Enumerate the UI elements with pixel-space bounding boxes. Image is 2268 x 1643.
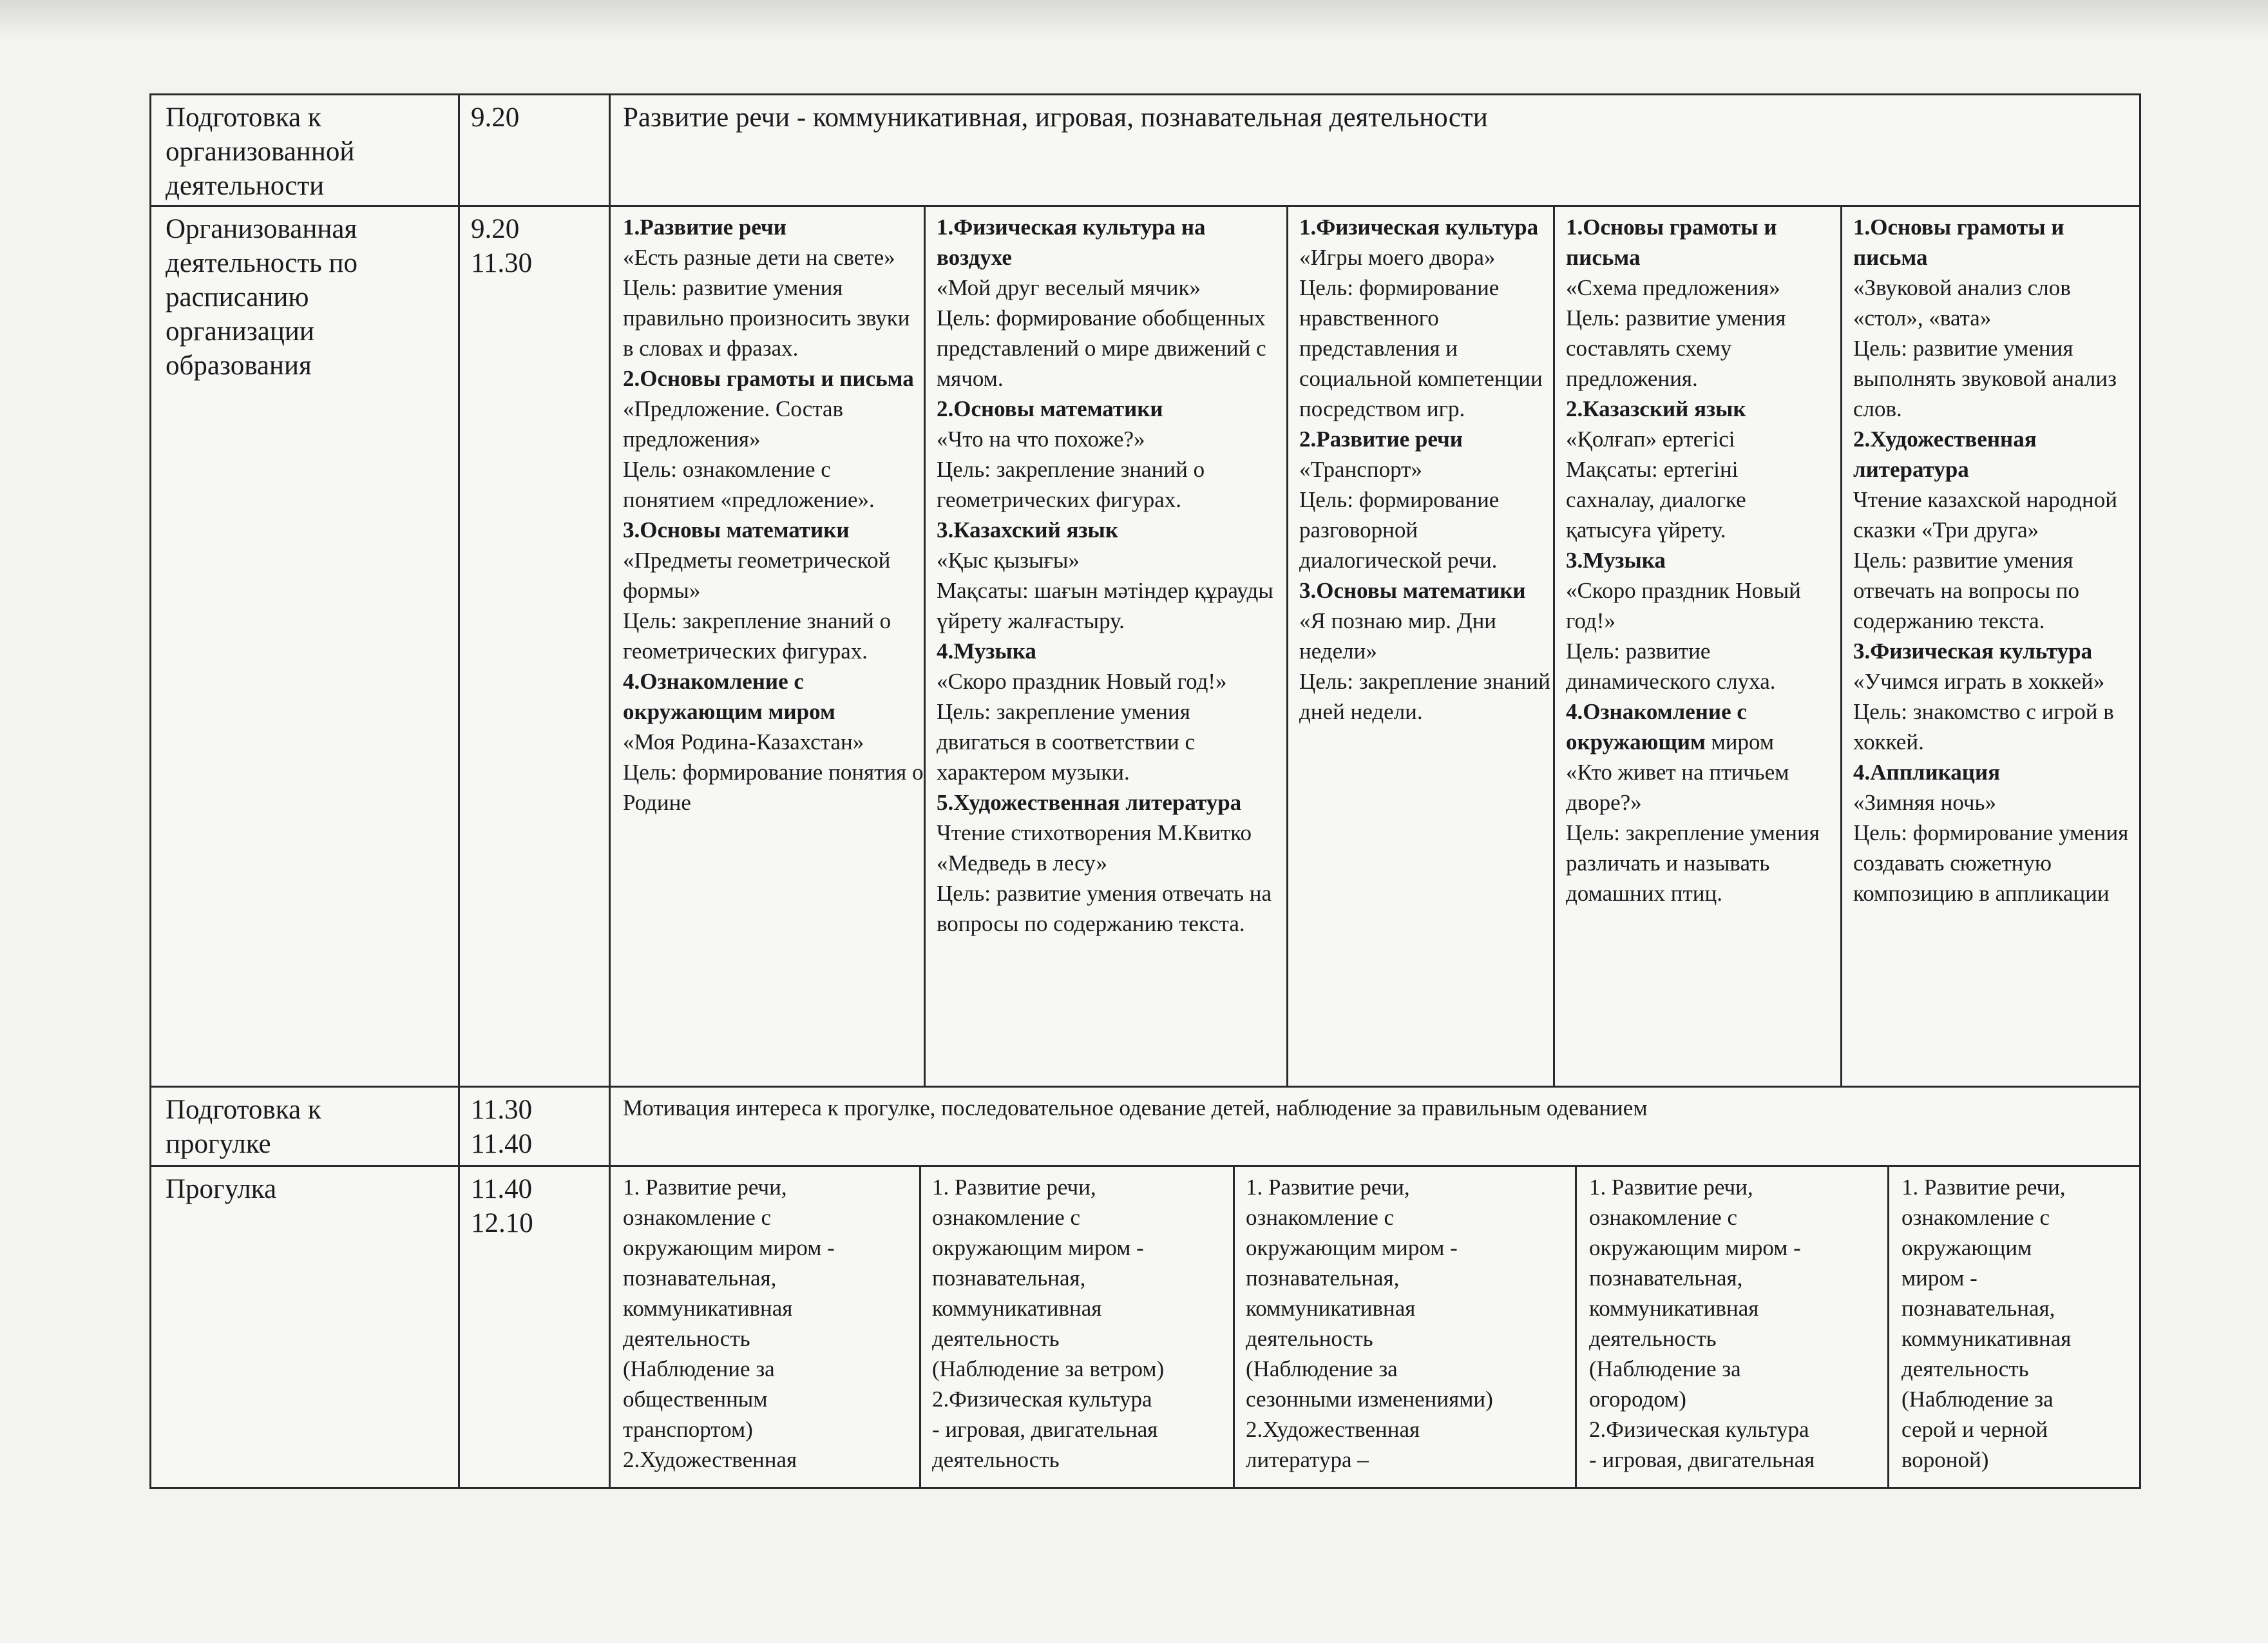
subject-heading: 3.Физическая культура	[1853, 639, 2093, 664]
walk-line: ознакомление с	[1901, 1205, 2050, 1230]
topic-text: «Скоро праздник Новый год!»	[937, 669, 1227, 694]
goal-text: Цель: знакомство с игрой в хоккей.	[1853, 699, 2114, 754]
walk-line: 1. Развитие речи,	[623, 1175, 787, 1200]
walk-line: (Наблюдение за	[1246, 1356, 1398, 1381]
walk-line: (Наблюдение за	[1901, 1387, 2054, 1412]
walk-line: окружающим миром -	[932, 1235, 1144, 1260]
goal-text: Цель: развитие умения отвечать на вопросы по содержанию текста.	[1853, 548, 2079, 633]
subject-heading: 3.Казахский язык	[937, 517, 1118, 543]
topic-text: «Есть разные дети на свете»	[623, 245, 895, 270]
subject-heading: 1.Основы грамоты и письма	[1566, 215, 1777, 270]
topic-text: «Моя Родина-Казахстан»	[623, 729, 864, 754]
time-value: 11.30	[471, 248, 533, 278]
walk-line: коммуникативная	[932, 1296, 1102, 1321]
goal-text: Цель: закрепление знаний о геометрических фигурах.	[937, 457, 1205, 512]
subject-heading-bold: 4.Ознакомление с окружающим	[1566, 699, 1747, 754]
row-organized-activity	[151, 207, 2139, 1088]
time-cell	[471, 1093, 600, 1161]
goal-text: Цель: закрепление умения двигаться в соответствии с характером музыки.	[937, 699, 1196, 785]
time-value: 12.10	[471, 1208, 533, 1238]
walk-line: 2.Художественная	[623, 1447, 797, 1472]
time-value: 11.40	[471, 1129, 533, 1159]
walk-line: ознакомление с	[1246, 1205, 1395, 1230]
topic-text: «Кто живет на птичьем дворе?»	[1566, 760, 1789, 815]
topic-text: «Учимся играть в хоккей»	[1853, 669, 2105, 694]
row-label	[166, 1093, 449, 1161]
subject-heading: 2.Развитие речи	[1299, 427, 1463, 452]
label-line: организованной	[166, 137, 355, 167]
walk-line: окружающим миром -	[1589, 1235, 1801, 1260]
walk-line: деятельность	[932, 1326, 1060, 1351]
walk-line: познавательная,	[1589, 1265, 1743, 1291]
subject-heading: 1.Физическая культура на воздухе	[937, 215, 1206, 270]
time-cell	[471, 1172, 600, 1240]
row-label	[166, 212, 449, 383]
walk-line: познавательная,	[932, 1265, 1086, 1291]
walk-line: ознакомление с	[1589, 1205, 1738, 1230]
walk-line: познавательная,	[623, 1265, 777, 1291]
walk-line: коммуникативная	[1589, 1296, 1759, 1321]
topic-text: «Мой друг веселый мячик»	[937, 275, 1201, 300]
label-line: Прогулка	[166, 1174, 277, 1204]
walk-line: 1. Развитие речи,	[1901, 1175, 2066, 1200]
walk-line: серой и черной	[1901, 1417, 2048, 1442]
walk-line: огородом)	[1589, 1387, 1686, 1412]
walk-line: окружающим	[1901, 1235, 2032, 1260]
time-value: 9.20	[471, 214, 520, 244]
subject-heading: 2.Основы математики	[937, 396, 1163, 421]
topic-text: «Транспорт»	[1299, 457, 1422, 482]
row-walk	[151, 1167, 2139, 1487]
topic-text: «Игры моего двора»	[1299, 245, 1496, 270]
walk-day-cell-5	[1901, 1172, 2133, 1475]
walk-line: вороной)	[1901, 1447, 1989, 1472]
goal-text: Цель: развитие умения составлять схему предложения.	[1566, 305, 1786, 391]
walk-line: деятельность	[623, 1326, 750, 1351]
label-line: Подготовка к	[166, 102, 321, 133]
time-value: 11.30	[471, 1095, 533, 1125]
label-line: деятельности	[166, 171, 325, 201]
walk-line: миром -	[1901, 1265, 1977, 1291]
goal-text: Цель: развитие динамического слуха.	[1566, 639, 1776, 694]
walk-day-cell-3	[1246, 1172, 1568, 1475]
topic-text: «Я познаю мир. Дни недели»	[1299, 608, 1497, 664]
goal-text: Цель: формирование разговорной диалогической речи.	[1299, 487, 1500, 573]
topic-text: «Скоро праздник Новый год!»	[1566, 578, 1801, 633]
topic-text: «Предметы геометрической формы»	[623, 548, 891, 603]
goal-text: Мақсаты: ертегіні сахналау, диалогке қатысуға үйрету.	[1566, 457, 1746, 543]
subject-heading: 3.Основы математики	[623, 517, 850, 543]
walk-line: деятельность	[1589, 1326, 1717, 1351]
span-text-cell	[623, 1093, 2130, 1123]
walk-line: (Наблюдение за	[1589, 1356, 1741, 1381]
walk-line: 2.Физическая культура	[932, 1387, 1152, 1412]
walk-line: (Наблюдение за ветром)	[932, 1356, 1165, 1381]
goal-text: Цель: ознакомление с понятием «предложение».	[623, 457, 875, 512]
subject-heading: 5.Художественная литература	[937, 790, 1242, 815]
walk-line: деятельность	[1901, 1356, 2029, 1381]
subject-heading: 3.Музыка	[1566, 548, 1666, 573]
time-cell	[471, 212, 600, 280]
walk-line: окружающим миром -	[1246, 1235, 1458, 1260]
span-text: Развитие речи - коммуникативная, игровая, познавательная деятельности	[623, 102, 1488, 133]
row-walk-preparation	[151, 1088, 2139, 1167]
walk-line: коммуникативная	[623, 1296, 793, 1321]
walk-line: познавательная,	[1246, 1265, 1400, 1291]
walk-line: 2.Физическая культура	[1589, 1417, 1809, 1442]
subject-heading: 4.Музыка	[937, 639, 1036, 664]
walk-day-cell-2	[932, 1172, 1238, 1475]
subject-heading-regular: миром	[1705, 729, 1775, 754]
goal-text: Цель: закрепление знаний о геометрических фигурах.	[623, 608, 891, 664]
walk-line: транспортом)	[623, 1417, 753, 1442]
row-label	[166, 1172, 449, 1206]
walk-line: 2.Художественная	[1246, 1417, 1420, 1442]
subject-heading: 2.Казазский язык	[1566, 396, 1746, 421]
span-text-cell	[623, 101, 2130, 135]
label-line: деятельность по	[166, 248, 358, 278]
label-line: прогулке	[166, 1129, 271, 1159]
subject-heading: 1.Физическая культура	[1299, 215, 1539, 240]
subject-heading: 1.Развитие речи	[623, 215, 786, 240]
walk-line: коммуникативная	[1901, 1326, 2072, 1351]
goal-text: Мақсаты: шағын мәтіндер құрауды үйрету жалғастыру.	[937, 578, 1273, 633]
walk-line: 1. Развитие речи,	[1246, 1175, 1410, 1200]
topic-text: Чтение стихотворения М.Квитко «Медведь в лесу»	[937, 820, 1252, 876]
goal-text: Цель: развитие умения выполнять звуковой анализ слов.	[1853, 336, 2117, 421]
time-value: 11.40	[471, 1174, 533, 1204]
walk-line: литература –	[1246, 1447, 1369, 1472]
goal-text: Цель: развитие умения правильно произносить звуки в словах и фразах.	[623, 275, 910, 361]
topic-text: Чтение казахской народной сказки «Три друга»	[1853, 487, 2117, 543]
day-cell-4	[1566, 212, 1830, 908]
topic-text: «Звуковой анализ слов «стол», «вата»	[1853, 275, 2071, 331]
label-line: расписанию	[166, 282, 309, 312]
topic-text: «Что на что похоже?»	[937, 427, 1145, 452]
goal-text: Цель: развитие умения отвечать на вопросы по содержанию текста.	[937, 881, 1272, 936]
subject-heading: 2.Художественная литература	[1853, 427, 2037, 482]
subject-heading-mixed	[1566, 697, 1830, 757]
label-line: организации	[166, 316, 314, 347]
walk-line: 1. Развитие речи,	[1589, 1175, 1753, 1200]
walk-line: окружающим миром -	[623, 1235, 835, 1260]
time-cell	[471, 101, 600, 135]
label-line: Подготовка к	[166, 1095, 321, 1125]
walk-day-cell-1	[623, 1172, 926, 1475]
scan-edge-shadow	[0, 0, 2268, 39]
goal-text: Цель: закрепление знаний дней недели.	[1299, 669, 1550, 724]
topic-text: «Предложение. Состав предложения»	[623, 396, 844, 452]
topic-text: «Зимняя ночь»	[1853, 790, 1996, 815]
span-text: Мотивация интереса к прогулке, последовательное одевание детей, наблюдение за правильным одеванием	[623, 1095, 1648, 1120]
goal-text: Цель: закрепление умения различать и называть домашних птиц.	[1566, 820, 1820, 906]
day-cell-5	[1853, 212, 2130, 908]
goal-text: Цель: формирование понятия о Родине	[623, 760, 924, 815]
subject-heading: 4.Ознакомление с окружающим миром	[623, 669, 835, 724]
walk-line: познавательная,	[1901, 1296, 2055, 1321]
topic-text: «Қыс қызығы»	[937, 548, 1080, 573]
goal-text: Цель: формирование обобщенных представлений о мире движений с мячом.	[937, 305, 1266, 391]
row-preparation-activity	[151, 95, 2139, 207]
time-value: 9.20	[471, 102, 520, 133]
goal-text: Цель: формирование нравственного представления и социальной компетенции посредством игр.	[1299, 275, 1543, 421]
row-label	[166, 101, 449, 203]
subject-heading: 3.Основы математики	[1299, 578, 1526, 603]
walk-line: сезонными изменениями)	[1246, 1387, 1493, 1412]
walk-line: - игровая, двигательная	[1589, 1447, 1815, 1472]
walk-line: деятельность	[1246, 1326, 1373, 1351]
subject-heading: 2.Основы грамоты и письма	[623, 366, 914, 391]
walk-line: - игровая, двигательная	[932, 1417, 1158, 1442]
subject-heading: 1.Основы грамоты и письма	[1853, 215, 2064, 270]
day-cell-2	[937, 212, 1284, 939]
walk-line: коммуникативная	[1246, 1296, 1416, 1321]
walk-line: ознакомление с	[623, 1205, 772, 1230]
walk-line: деятельность	[932, 1447, 1060, 1472]
topic-text: «Схема предложения»	[1566, 275, 1780, 300]
label-line: образования	[166, 351, 312, 381]
topic-text: «Қолғап» ертегісі	[1566, 427, 1735, 452]
goal-text: Цель: формирование умения создавать сюжетную композицию в аппликации	[1853, 820, 2129, 906]
walk-day-cell-4	[1589, 1172, 1885, 1475]
walk-line: общественным	[623, 1387, 768, 1412]
schedule-table	[149, 93, 2141, 1489]
walk-line: ознакомление с	[932, 1205, 1081, 1230]
walk-line: (Наблюдение за	[623, 1356, 775, 1381]
subject-heading: 4.Аппликация	[1853, 760, 2001, 785]
day-cell-1	[623, 212, 926, 818]
walk-line: 1. Развитие речи,	[932, 1175, 1096, 1200]
day-cell-3	[1299, 212, 1550, 727]
label-line: Организованная	[166, 214, 357, 244]
